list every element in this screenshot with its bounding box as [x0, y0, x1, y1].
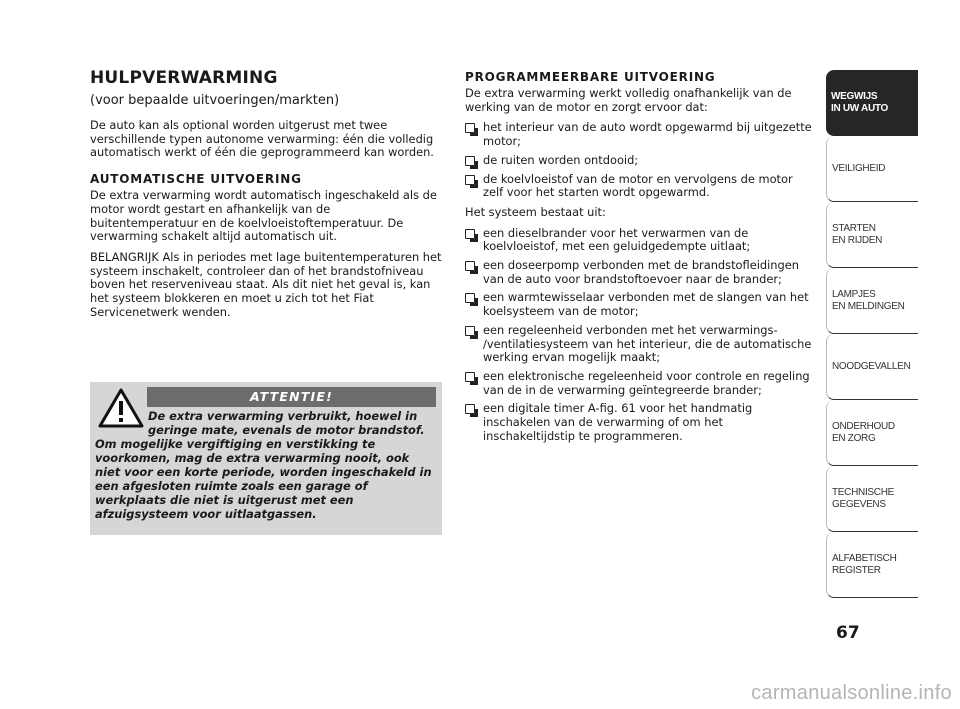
tab-veiligheid[interactable]: VEILIGHEID — [826, 136, 918, 202]
list-item: een digitale timer A-fig. 61 voor het handmatig inschakelen van de verwarming of om het inschakeltijdstip te programmeren. — [465, 402, 815, 443]
checkbox-bullet-icon — [465, 229, 475, 239]
list-item: een warmtewisselaar verbonden met de slangen van het koelsysteem van de motor; — [465, 291, 815, 318]
checkbox-bullet-icon — [465, 123, 475, 133]
checkbox-bullet-icon — [465, 261, 475, 271]
list-item: een elektronische regeleenheid voor controle en regeling van de in de verwarming geïntegreerde brander; — [465, 370, 815, 397]
left-column — [90, 68, 442, 326]
tab-lampjes[interactable]: LAMPJES EN MELDINGEN — [826, 268, 918, 334]
feature-list — [465, 121, 815, 200]
list-item: het interieur van de auto wordt opgewarmd bij uitgezette motor; — [465, 121, 815, 148]
warning-text: De extra verwarming verbruikt, hoewel in geringe mate, evenals de motor brandstof. Om mogelijke vergiftiging en verstikking te voorkomen, mag de extra verwarming nooit, ook niet voor een korte periode, worden ingeschakeld in een afgesloten ruimte zoals een garage of werkplaats die niet is uitgerust met een afzuigsysteem voor uitlaatgassen. — [95, 409, 432, 521]
chapter-tabs — [826, 70, 918, 598]
programmable-heading: PROGRAMMEERBARE UITVOERING — [465, 70, 716, 84]
tab-alfabetisch[interactable]: ALFABETISCH REGISTER — [826, 532, 918, 598]
list-item: een regeleenheid verbonden met het verwarmings- /ventilatiesysteem van het interieur, die de automatische werking ervan mogelijk maakt; — [465, 324, 815, 365]
checkbox-bullet-icon — [465, 372, 475, 382]
list-item: een doseerpomp verbonden met de brandstofleidingen van de auto voor brandstoftoevoer naar de brander; — [465, 259, 815, 286]
warning-text-container — [95, 409, 435, 521]
important-paragraph: BELANGRIJK Als in periodes met lage buitentemperaturen het systeem inschakelt, controleer dan of het brandstofniveau boven het reserveniveau staat. Als dit niet het geval is, kan het systeem blokkeren en moet u zich tot het Fiat Servicenetwerk wenden. — [90, 249, 442, 319]
watermark: carmanualsonline.info — [751, 682, 952, 704]
tab-wegwijs[interactable]: WEGWIJS IN UW AUTO — [826, 70, 918, 136]
warning-label: ATTENTIE! — [147, 387, 436, 407]
tab-onderhoud[interactable]: ONDERHOUD EN ZORG — [826, 400, 918, 466]
auto-paragraph: De extra verwarming wordt automatisch ingeschakeld als de motor wordt gestart en afhankelijk van de buitentemperatuur en de koelvloeistoftemperatuur. De verwarming schakelt altijd automatisch uit. — [90, 188, 437, 244]
checkbox-bullet-icon — [465, 156, 475, 166]
intro-paragraph: De auto kan als optional worden uitgerust met twee verschillende typen autonome verwarming: één die volledig automatisch werkt of één die geprogrammeerd kan worden. — [90, 118, 434, 160]
programmable-intro: De extra verwarming werkt volledig onafhankelijk van de werking van de motor en zorgt ervoor dat: — [465, 86, 792, 114]
checkbox-bullet-icon — [465, 404, 475, 414]
right-column — [465, 70, 815, 449]
system-intro: Het systeem bestaat uit: — [465, 204, 606, 219]
component-list — [465, 227, 815, 444]
checkbox-bullet-icon — [465, 175, 475, 185]
list-item: een dieselbrander voor het verwarmen van de koelvloeistof, met een geluidgedempte uitlaat; — [465, 227, 815, 254]
tab-technische[interactable]: TECHNISCHE GEGEVENS — [826, 466, 918, 532]
warning-box — [90, 382, 442, 535]
tab-starten[interactable]: STARTEN EN RIJDEN — [826, 202, 918, 268]
page-number: 67 — [836, 623, 860, 643]
section-title: HULPVERWARMING — [90, 68, 278, 88]
checkbox-bullet-icon — [465, 293, 475, 303]
section-subtitle: (voor bepaalde uitvoeringen/markten) — [90, 93, 340, 108]
tab-noodgevallen[interactable]: NOODGEVALLEN — [826, 334, 918, 400]
list-item: de ruiten worden ontdooid; — [465, 154, 815, 168]
checkbox-bullet-icon — [465, 326, 475, 336]
auto-heading: AUTOMATISCHE UITVOERING — [90, 172, 302, 187]
list-item: de koelvloeistof van de motor en vervolgens de motor zelf voor het starten wordt opgewarmd. — [465, 173, 815, 200]
